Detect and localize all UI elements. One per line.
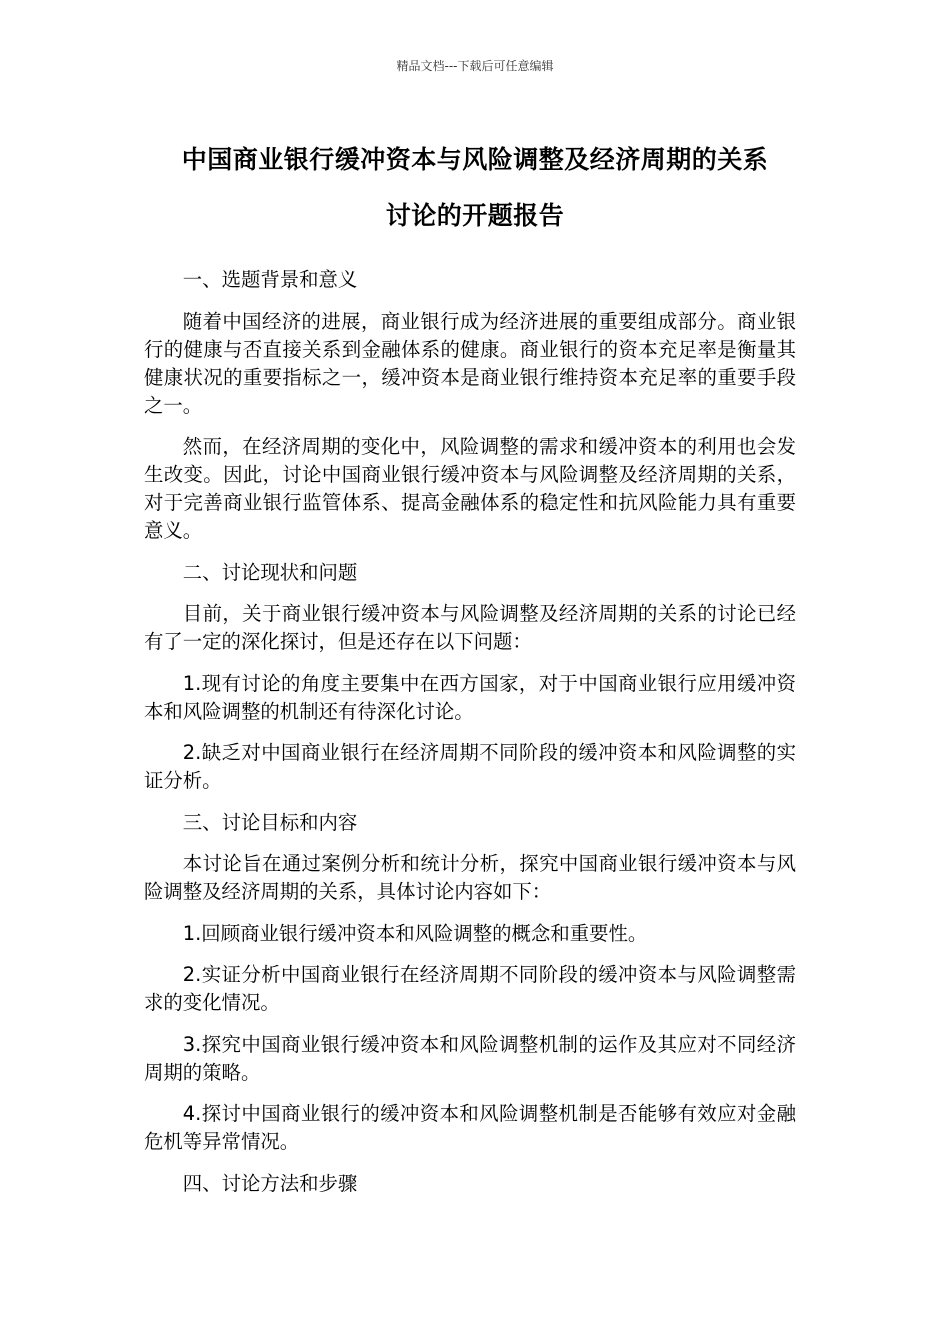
paragraph: 随着中国经济的进展，商业银行成为经济进展的重要组成部分。商业银行的健康与否直接关系到金融体系的健康。商业银行的资本充足率是衡量其健康状况的重要指标之一，缓冲资本是商业银行维持资本充足率的重要手段之一。 <box>144 309 796 417</box>
list-item: 2.缺乏对中国商业银行在经济周期不同阶段的缓冲资本和风险调整的实证分析。 <box>144 741 796 792</box>
list-item: 2.实证分析中国商业银行在经济周期不同阶段的缓冲资本与风险调整需求的变化情况。 <box>144 963 796 1014</box>
list-item: 4.探讨中国商业银行的缓冲资本和风险调整机制是否能够有效应对金融危机等异常情况。 <box>144 1102 796 1153</box>
document-title <box>140 132 810 244</box>
section-heading-goals: 三、讨论目标和内容 <box>182 810 358 834</box>
paragraph: 本讨论旨在通过案例分析和统计分析，探究中国商业银行缓冲资本与风险调整及经济周期的关系，具体讨论内容如下： <box>144 852 796 903</box>
list-item: 1.现有讨论的角度主要集中在西方国家，对于中国商业银行应用缓冲资本和风险调整的机制还有待深化讨论。 <box>144 671 796 723</box>
paragraph: 目前，关于商业银行缓冲资本与风险调整及经济周期的关系的讨论已经有了一定的深化探讨，但是还存在以下问题： <box>144 602 796 653</box>
list-item: 1.回顾商业银行缓冲资本和风险调整的概念和重要性。 <box>182 921 648 945</box>
section-heading-status: 二、讨论现状和问题 <box>182 560 358 584</box>
title-line-2: 讨论的开题报告 <box>385 201 565 230</box>
list-item: 3.探究中国商业银行缓冲资本和风险调整机制的运作及其应对不同经济周期的策略。 <box>144 1032 796 1084</box>
header-watermark: 精品文档---下载后可任意编辑 <box>396 59 554 73</box>
section-heading-background: 一、选题背景和意义 <box>182 268 358 291</box>
section-heading-methods: 四、讨论方法和步骤 <box>182 1171 358 1195</box>
paragraph: 然而，在经济周期的变化中，风险调整的需求和缓冲资本的利用也会发生改变。因此，讨论中国商业银行缓冲资本与风险调整及经济周期的关系，对于完善商业银行监管体系、提高金融体系的稳定性和抗风险能力具有重要意义。 <box>144 435 796 542</box>
document-body <box>144 266 796 1211</box>
title-line-1: 中国商业银行缓冲资本与风险调整及经济周期的关系 <box>181 145 769 174</box>
